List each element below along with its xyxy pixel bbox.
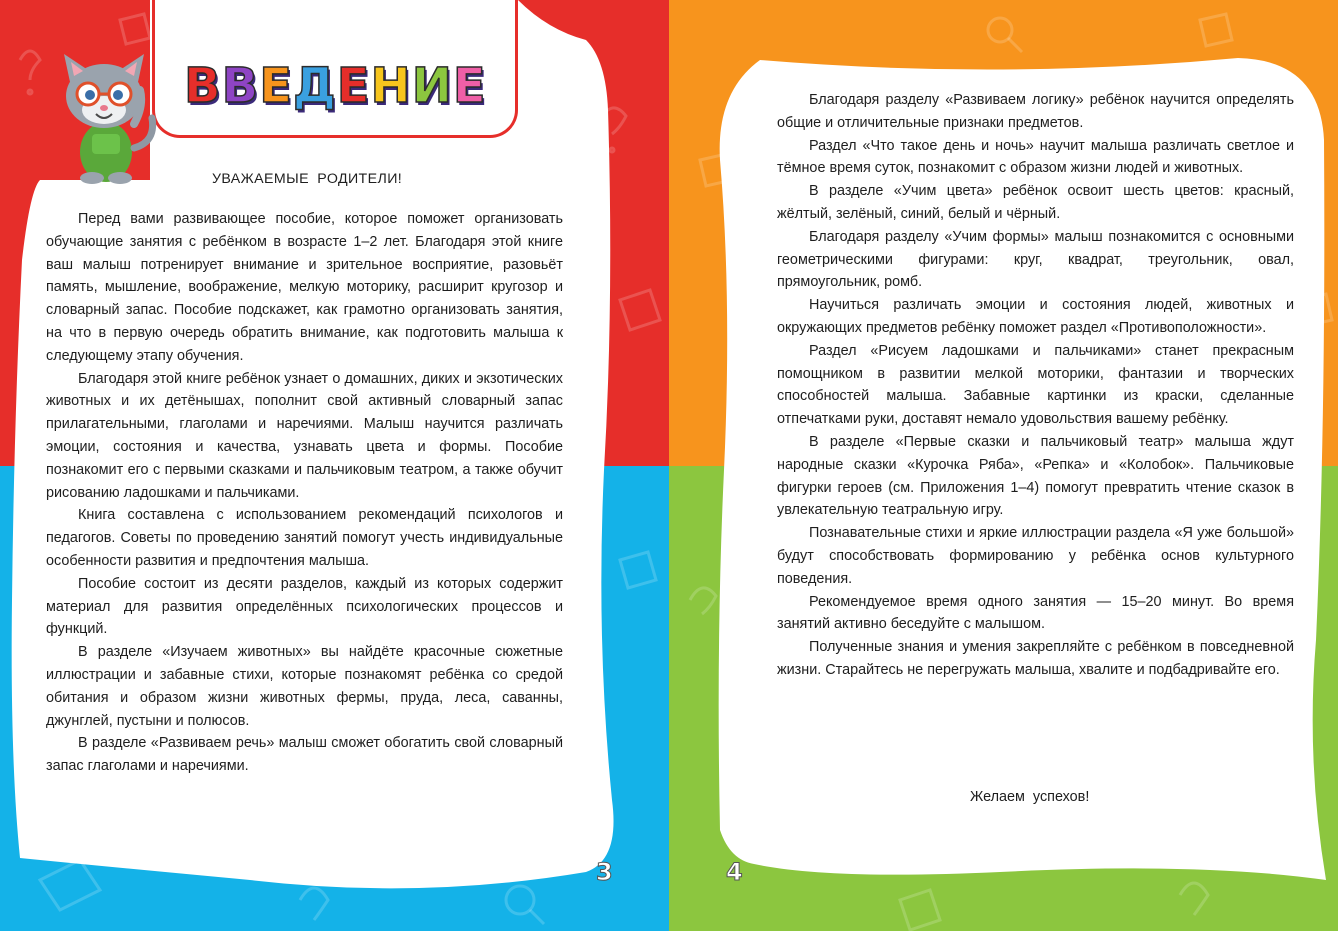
title-letter: В <box>184 58 222 114</box>
paragraph: Книга составлена с использованием рекомендаций психологов и педагогов. Советы по проведению занятий помогут учесть индивидуальные особенности развития и предпочтения малыша. <box>46 507 563 569</box>
paragraph: Благодаря разделу «Развиваем логику» ребёнок научится определять общие и отличительные признаки предметов. <box>777 92 1294 131</box>
paragraph: Рекомендуемое время одного занятия — 15–20 минут. Во время занятий активно беседуйте с малышом. <box>777 593 1294 633</box>
paragraph: Полученные знания и умения закрепляйте с ребёнком в повседневной жизни. Старайтесь не перегружать малыша, хвалите и подбадривайте его. <box>777 639 1294 678</box>
title-letter: Е <box>336 58 371 114</box>
paragraph: Пособие состоит из десяти разделов, каждый из которых содержит материал для развития определённых психологических процессов и функций. <box>46 575 563 638</box>
right-page-text <box>777 89 1294 682</box>
paragraph: Перед вами развивающее пособие, которое поможет организовать обучающие занятия с ребёнком в возрасте 1–2 лет. Благодаря этой книге ваш малыш потренирует внимание и зрительное восприятие, разовьёт память, мышление, воображение, мелкую моторику, расширит кругозор и словарный запас. Пособие подскажет, как грамотно организовать занятия, на что в первую очередь обратить внимание, как подготовить малыша к следующему этапу обучения. <box>46 211 563 364</box>
title-letter: Е <box>452 58 487 114</box>
page-title <box>184 56 487 116</box>
title-letter: Н <box>370 58 412 114</box>
left-page-number: 3 <box>596 858 613 886</box>
title-letter: Е <box>259 58 293 114</box>
paragraph: В разделе «Изучаем животных» вы найдёте красочные сюжетные иллюстрации и забавные стихи, которые познакомят ребёнка со средой обитания и образом жизни животных фермы, пруда, леса, саванны, джунглей, пустыни и полюсов. <box>46 644 563 729</box>
closing-wish: Желаем успехов! <box>970 789 1090 805</box>
title-letter: В <box>221 58 260 114</box>
greeting-heading: УВАЖАЕМЫЕ РОДИТЕЛИ! <box>212 171 403 187</box>
title-letter: И <box>411 58 453 114</box>
paragraph: Познавательные стихи и яркие иллюстрации раздела «Я уже большой» будут способствовать формированию у ребёнка основ культурного поведения. <box>777 525 1294 587</box>
title-letter: Д <box>292 58 337 114</box>
paragraph: Благодаря разделу «Учим формы» малыш познакомится с основными геометрическими фигурами: круг, квадрат, треугольник, овал, прямоугольник, ромб. <box>777 228 1294 291</box>
paragraph: В разделе «Учим цвета» ребёнок освоит шесть цветов: красный, жёлтый, зелёный, синий, белый и чёрный. <box>777 183 1294 222</box>
paragraph: Благодаря этой книге ребёнок узнает о домашних, диких и экзотических животных и их детёнышах, пополнит свой активный словарный запас прилагательными, глаголами и наречиями. Малыш научится различать эмоции, состояния и качества, узнавать цвета и формы. Пособие познакомит его с первыми сказками и пальчиковым театром, а также обучит рисованию ладошками и пальчиками. <box>46 370 563 501</box>
paragraph: В разделе «Первые сказки и пальчиковый театр» малыша ждут народные сказки «Курочка Ряба», «Репка» и «Колобок». Пальчиковые фигурки героев (см. Приложения 1–4) помогут превратить чтение сказок в увлекательную театральную игру. <box>777 433 1294 519</box>
paragraph: В разделе «Развиваем речь» малыш сможет обогатить свой словарный запас глаголами и наречиями. <box>46 735 563 775</box>
right-page-number: 4 <box>726 858 743 886</box>
left-page-text <box>46 208 563 778</box>
cat-mascot-illustration <box>48 52 160 186</box>
paragraph: Раздел «Что такое день и ночь» научит малыша различать светлое и тёмное время суток, познакомит с образом жизни людей и животных. <box>777 137 1294 177</box>
paragraph: Раздел «Рисуем ладошками и пальчиками» станет прекрасным помощником в развитии мелкой моторики, фантазии и творческих способностей малыша. Забавные картинки из краски, сделанные отпечатками руки, доставят немало удовольствия вашему ребёнку. <box>777 342 1294 428</box>
paragraph: Научиться различать эмоции и состояния людей, животных и окружающих предметов ребёнку поможет раздел «Противоположности». <box>777 297 1294 336</box>
